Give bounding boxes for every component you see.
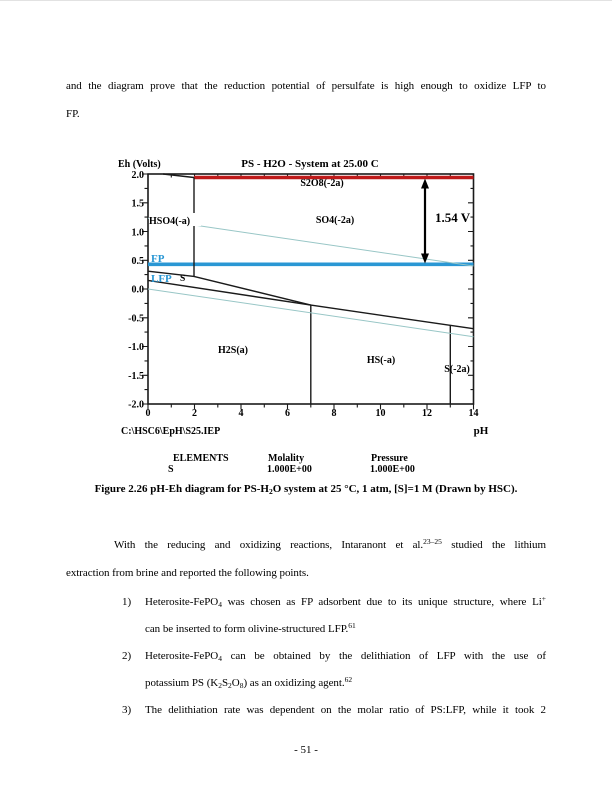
text-segment: + — [541, 593, 546, 603]
s2a-region-label: S(-2a) — [444, 364, 470, 375]
x-tick: 8 — [331, 408, 337, 419]
text-segment: 2 — [218, 681, 222, 690]
fp-label: FP — [151, 253, 165, 265]
list-item-line — [66, 697, 546, 724]
file-path-label: C:\HSC6\EpH\S25.IEP — [121, 426, 221, 437]
molality-header: Molality — [268, 453, 305, 464]
y-tick: 0.0 — [131, 284, 144, 296]
voltage-annotation: 1.54 V — [435, 210, 471, 225]
text-segment: With the reducing and oxidizing reactions, Intaranont et al. — [114, 539, 424, 551]
text-segment: Heterosite-FePO — [145, 596, 219, 608]
x-tick-labels — [146, 408, 479, 419]
list-item-line — [66, 643, 546, 670]
y-tick: -2.0 — [128, 399, 144, 411]
paragraph-text — [66, 567, 309, 579]
pressure-value: 1.000E+00 — [370, 464, 415, 475]
text-segment: 8 — [239, 681, 244, 690]
list-text — [145, 674, 353, 690]
x-tick: 0 — [145, 408, 151, 419]
text-segment: 61 — [348, 620, 356, 630]
list-number: 3) — [122, 704, 132, 716]
chart-title: PS - H2O - System at 25.00 C — [241, 158, 379, 170]
text-segment: and the diagram prove that the reduction potential of persulfate is high enough to oxidize LFP to — [66, 80, 546, 92]
elements-table — [168, 453, 415, 475]
text-segment: ) as an oxidizing agent. — [243, 677, 345, 689]
y-tick: -0.5 — [128, 313, 144, 325]
y-tick: 1.5 — [131, 198, 144, 210]
paragraph-line — [66, 100, 546, 128]
body-paragraph — [66, 531, 546, 587]
hso4-region-label: HSO4(-a) — [149, 216, 191, 227]
paragraph-line — [66, 531, 546, 559]
caption-text — [95, 483, 518, 495]
hs-region-label: HS(-a) — [366, 355, 396, 366]
y-tick-labels — [128, 170, 144, 411]
paragraph-text — [66, 108, 80, 120]
molality-value: 1.000E+00 — [267, 464, 312, 475]
text-segment: can be inserted to form olivine-structured LFP. — [145, 623, 349, 635]
numbered-list — [66, 589, 546, 724]
x-tick: 14 — [468, 408, 479, 419]
text-segment: FP. — [66, 108, 80, 120]
list-number: 2) — [122, 650, 132, 662]
x-tick: 6 — [285, 408, 290, 419]
text-segment: was chosen as FP adsorbent due to its unique structure, where Li — [221, 596, 542, 608]
h2s-region-label: H2S(a) — [218, 345, 248, 356]
list-text — [145, 704, 546, 716]
x-tick: 12 — [422, 408, 432, 419]
text-segment: 4 — [218, 654, 222, 663]
paragraph-line — [66, 72, 546, 100]
list-item-line — [66, 670, 546, 697]
paragraph-text — [114, 536, 546, 551]
text-segment: Heterosite-FePO — [145, 650, 219, 662]
x-tick: 4 — [238, 408, 244, 419]
paragraph-line — [66, 559, 546, 587]
tick-marks — [142, 174, 474, 410]
text-segment: can be obtained by the delithiation of LFP with the use of — [221, 650, 546, 662]
y-tick: 0.5 — [131, 256, 144, 267]
text-segment: Figure 2.26 pH-Eh diagram for PS-H — [94, 483, 269, 495]
elements-header: ELEMENTS — [173, 453, 229, 464]
x-tick: 10 — [375, 408, 386, 419]
ph-axis-label: pH — [473, 425, 489, 437]
axis-ticks — [142, 174, 474, 410]
paragraph-text — [66, 80, 546, 92]
text-segment: 2 — [228, 681, 232, 690]
text-segment: 2 — [268, 487, 273, 496]
y-tick: 2.0 — [131, 170, 144, 181]
s-region-label: S — [180, 274, 186, 284]
text-segment: O — [231, 677, 240, 689]
y-tick: 1.0 — [131, 227, 144, 239]
ph-eh-diagram — [110, 151, 500, 481]
page-number: - 51 - — [294, 744, 318, 756]
lfp-label: LFP — [151, 273, 172, 285]
text-segment: O system at 25 °C, 1 atm, [S]=1 M (Drawn by HSC). — [272, 483, 518, 495]
text-segment: extraction from brine and reported the following points. — [66, 567, 309, 579]
text-segment: 23–25 — [423, 536, 442, 546]
text-segment: studied the lithium — [441, 539, 546, 551]
text-segment: potassium PS (K — [145, 677, 219, 689]
figure-caption — [66, 482, 546, 496]
list-text — [145, 650, 546, 662]
list-text — [145, 593, 546, 609]
top-paragraph — [66, 72, 546, 128]
so4-region-label: SO4(-2a) — [315, 215, 355, 226]
pressure-header: Pressure — [371, 453, 408, 464]
eh-axis-label: Eh (Volts) — [118, 159, 161, 170]
elements-value: S — [168, 464, 174, 475]
text-segment: The delithiation rate was dependent on the molar ratio of PS:LFP, while it took 2 — [145, 704, 546, 716]
text-segment: 4 — [218, 600, 222, 609]
list-text — [145, 620, 356, 635]
s2o8-region-label: S2O8(-2a) — [300, 178, 344, 189]
list-item-line — [66, 616, 546, 643]
list-number: 1) — [122, 596, 132, 608]
s-wedge-upper — [148, 271, 311, 305]
text-segment: 62 — [344, 674, 353, 684]
list-item-line — [66, 589, 546, 616]
voltage-arrow — [421, 179, 429, 264]
text-segment: S — [221, 677, 229, 689]
x-tick: 2 — [192, 408, 197, 419]
y-tick: -1.5 — [128, 371, 144, 382]
y-tick: -1.0 — [128, 342, 144, 353]
